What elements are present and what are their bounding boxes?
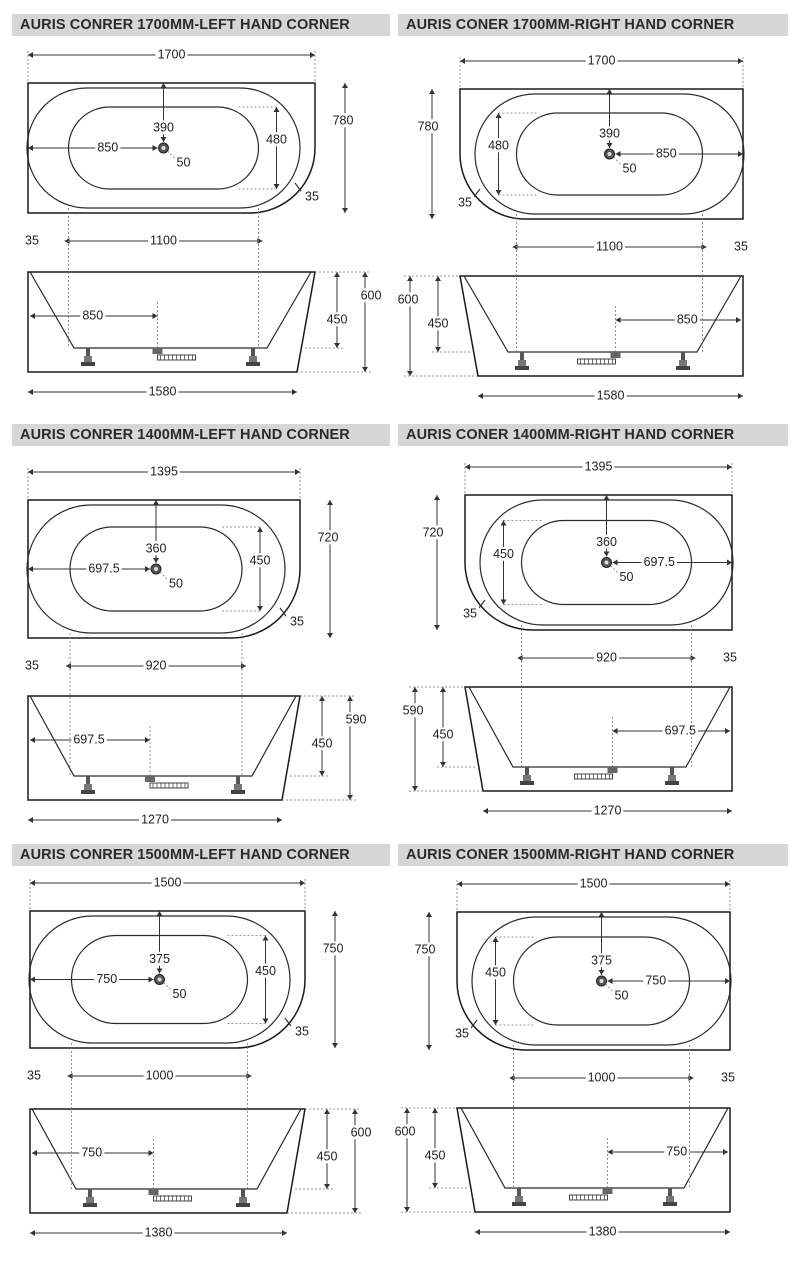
dim-basin-height-label: 450 <box>249 553 271 568</box>
dim-inner-width-label: 1100 <box>596 239 623 254</box>
waste-icon-trap <box>149 1189 159 1195</box>
foot-icon-base <box>520 781 534 785</box>
foot-icon-body <box>523 775 531 781</box>
dim-wall-label: 35 <box>25 658 39 673</box>
dim-radius-label: 35 <box>295 1024 309 1039</box>
foot-icon-stem <box>241 1189 245 1197</box>
dim-side-height-line-head-a <box>362 272 368 277</box>
dim-height-line-head-a <box>332 911 338 916</box>
waste-icon-trap <box>153 348 163 354</box>
dim-basin-depth-line-head-a <box>319 696 325 701</box>
dim-base-line-head-a <box>30 1230 35 1236</box>
waste-icon-trap <box>608 767 618 773</box>
foot-icon-body <box>84 356 92 362</box>
dim-width-line-head-b <box>300 880 305 886</box>
dim-width-line-head-a <box>465 464 470 470</box>
dim-basin-depth-label: 450 <box>326 312 348 327</box>
foot-icon-base <box>236 1203 250 1207</box>
foot-icon-body <box>249 356 257 362</box>
dim-drain-offset-label: 697.5 <box>73 732 105 747</box>
dim-width-line-head-a <box>457 881 462 887</box>
foot-icon-base <box>515 366 529 370</box>
drain-center-icon <box>154 567 158 571</box>
dim-width-line-head-a <box>460 58 465 64</box>
foot-icon-stem <box>86 776 90 784</box>
dim-base-line-head-a <box>28 817 33 823</box>
dim-base-label: 1270 <box>593 803 622 818</box>
dim-side-height-line-head-a <box>347 696 353 701</box>
dim-width-line-head-b <box>727 464 732 470</box>
dim-side-height-line-head-a <box>352 1109 358 1114</box>
foot-icon-stem <box>88 1189 92 1197</box>
dim-side-height-line-head-a <box>404 1108 410 1113</box>
dim-height-label: 780 <box>332 113 354 128</box>
foot-icon-body <box>84 784 92 790</box>
foot-icon-base <box>81 790 95 794</box>
dim-basin-depth-line-head-a <box>440 687 446 692</box>
dim-side-height-label: 590 <box>345 712 367 727</box>
section-title: AURIS CONER 1400MM-RIGHT HAND CORNER <box>406 427 735 443</box>
waste-icon-trap <box>603 1188 613 1194</box>
dim-basin-depth-label: 450 <box>432 727 454 742</box>
dim-side-height-line-head-b <box>352 1208 358 1213</box>
section-header-1700-right <box>398 14 788 36</box>
dim-side-height-label: 600 <box>394 1124 416 1139</box>
dim-basin-depth-line-head-b <box>432 1183 438 1188</box>
dim-base-label: 1380 <box>588 1224 617 1239</box>
dim-inner-width-label: 1100 <box>150 233 177 248</box>
drain-center-icon <box>158 978 162 982</box>
section-title: AURIS CONRER 1400MM-LEFT HAND CORNER <box>20 427 350 443</box>
dim-base-label: 1580 <box>148 384 177 399</box>
section-header-1700-left <box>12 14 390 36</box>
section-header-1500-right <box>398 844 788 866</box>
dim-drain-label: 50 <box>614 988 629 1003</box>
dim-base-line-head-a <box>483 808 488 814</box>
foot-icon-base <box>665 781 679 785</box>
dim-basin-height-label: 480 <box>488 138 509 153</box>
dim-height-line-head-b <box>426 1045 432 1050</box>
dim-inner-width-label: 920 <box>596 650 617 665</box>
dim-height-line-head-b <box>327 633 333 638</box>
foot-icon-base <box>231 790 245 794</box>
dim-height-line-head-a <box>434 495 440 500</box>
dim-width-line-head-b <box>310 52 315 58</box>
dim-width-line-head-b <box>725 881 730 887</box>
section-header-1400-left <box>12 424 390 446</box>
foot-icon-body <box>668 775 676 781</box>
dim-radius-label: 35 <box>458 195 472 210</box>
dim-center-offset-label: 750 <box>645 973 667 988</box>
dim-center-offset-label: 850 <box>97 140 119 155</box>
dim-side-height-line-head-b <box>347 795 353 800</box>
dim-width-label: 1500 <box>153 875 182 890</box>
foot-icon-base <box>676 366 690 370</box>
dim-basin-depth-line-head-b <box>324 1184 330 1189</box>
dim-base-label: 1580 <box>596 388 625 403</box>
foot-icon-stem <box>86 348 90 356</box>
dim-base-line-head-a <box>478 393 483 399</box>
dim-basin-height-label: 450 <box>255 963 276 978</box>
drain-center-icon <box>600 979 604 983</box>
tub-diagram-1700-left <box>0 40 400 415</box>
dim-height-line-head-b <box>342 208 348 213</box>
dim-wall-label: 35 <box>723 650 737 665</box>
dim-height-line-head-a <box>429 89 435 94</box>
foot-icon-stem <box>681 352 685 360</box>
dim-wall-label: 35 <box>25 233 39 248</box>
dim-base-line-head-b <box>292 389 297 395</box>
dim-basin-depth-line-head-b <box>334 343 340 348</box>
dim-drain-offset-label: 697.5 <box>664 723 696 738</box>
dim-basin-depth-line-head-b <box>319 771 325 776</box>
dim-radius-label: 35 <box>463 606 477 621</box>
dim-wall-label: 35 <box>734 239 748 254</box>
dim-basin-height-label: 450 <box>493 546 514 561</box>
foot-icon-base <box>512 1202 526 1206</box>
section-header-1500-left <box>12 844 390 866</box>
foot-icon-stem <box>668 1188 672 1196</box>
foot-icon-body <box>234 784 242 790</box>
foot-icon-stem <box>525 767 529 775</box>
foot-icon-stem <box>520 352 524 360</box>
dim-radius-label: 35 <box>455 1026 469 1041</box>
dim-width-line-head-a <box>28 52 33 58</box>
drain-center-icon <box>162 146 166 150</box>
dim-height-line-head-b <box>429 214 435 219</box>
dim-center-offset-label: 850 <box>655 146 677 161</box>
dim-base-line-head-b <box>282 1230 287 1236</box>
dim-width-line-head-b <box>738 58 743 64</box>
dim-inner-width-label: 1000 <box>145 1068 174 1083</box>
dim-radius-label: 35 <box>305 189 319 204</box>
section-header-1400-right <box>398 424 788 446</box>
dim-side-height-label: 600 <box>397 292 419 307</box>
foot-icon-body <box>666 1196 674 1202</box>
dim-basin-height-label: 480 <box>266 132 287 147</box>
dim-base-line-head-b <box>727 808 732 814</box>
foot-icon-body <box>239 1197 247 1203</box>
dim-side-height-line-head-a <box>412 687 418 692</box>
dim-basin-depth-line-head-a <box>432 1108 438 1113</box>
dim-side-height-label: 600 <box>360 288 382 303</box>
section-title: AURIS CONRER 1700MM-LEFT HAND CORNER <box>20 17 350 33</box>
dim-drain-label: 50 <box>176 155 191 170</box>
foot-icon-stem <box>670 767 674 775</box>
foot-icon-body <box>515 1196 523 1202</box>
dim-width-line-head-b <box>295 469 300 475</box>
dim-width-line-head-a <box>28 469 33 475</box>
dim-center-offset-label: 697.5 <box>643 554 675 569</box>
dim-base-line-head-b <box>738 393 743 399</box>
section-title: AURIS CONRER 1500MM-LEFT HAND CORNER <box>20 847 350 863</box>
dim-drain-label: 50 <box>619 569 634 584</box>
dim-center-y-label: 360 <box>596 534 617 549</box>
dim-center-y-label: 360 <box>145 541 167 556</box>
dim-basin-depth-line-head-b <box>440 762 446 767</box>
dim-wall-label: 35 <box>721 1070 735 1085</box>
dim-basin-depth-line-head-b <box>435 347 441 352</box>
dim-base-label: 1380 <box>144 1225 173 1240</box>
dim-inner-width-label: 920 <box>145 658 167 673</box>
dim-height-label: 780 <box>417 119 439 134</box>
foot-icon-stem <box>236 776 240 784</box>
dim-inner-width-label: 1000 <box>587 1070 616 1085</box>
dim-basin-depth-line-head-a <box>324 1109 330 1114</box>
dim-drain-offset-label: 850 <box>676 312 698 327</box>
dim-height-line-head-a <box>327 500 333 505</box>
dim-width-line-head-a <box>30 880 35 886</box>
dim-center-y-label: 375 <box>591 953 612 968</box>
dim-height-label: 750 <box>414 942 436 957</box>
tub-diagram-1700-right <box>397 40 800 415</box>
dim-width-label: 1395 <box>150 464 178 479</box>
dim-width-label: 1700 <box>587 53 616 68</box>
foot-icon-base <box>246 362 260 366</box>
dim-side-height-line-head-a <box>407 276 413 281</box>
dim-base-line-head-b <box>277 817 282 823</box>
dim-width-label: 1700 <box>157 47 186 62</box>
tub-diagram-1500-right <box>394 870 800 1255</box>
dim-drain-offset-label: 750 <box>666 1144 688 1159</box>
dim-base-line-head-b <box>725 1229 730 1235</box>
dim-height-label: 720 <box>422 525 444 540</box>
dim-side-height-line-head-b <box>412 786 418 791</box>
dim-center-y-label: 390 <box>599 126 620 141</box>
dim-height-line-head-a <box>426 912 432 917</box>
section-title: AURIS CONER 1700MM-RIGHT HAND CORNER <box>406 17 735 33</box>
dim-side-height-line-head-b <box>407 371 413 376</box>
dim-base-line-head-a <box>28 389 33 395</box>
dim-center-y-label: 375 <box>149 951 170 966</box>
dim-base-label: 1270 <box>141 812 169 827</box>
dim-basin-depth-line-head-a <box>334 272 340 277</box>
dim-side-height-line-head-b <box>362 367 368 372</box>
dim-drain-label: 50 <box>169 576 183 591</box>
dim-drain-offset-label: 750 <box>81 1145 103 1160</box>
waste-icon-trap <box>611 352 621 358</box>
foot-icon-body <box>86 1197 94 1203</box>
drain-center-icon <box>608 152 612 156</box>
dim-width-label: 1395 <box>584 459 613 474</box>
dim-drain-offset-label: 850 <box>82 308 104 323</box>
tub-diagram-1500-left <box>0 870 400 1255</box>
foot-icon-body <box>679 360 687 366</box>
dim-height-label: 750 <box>322 941 344 956</box>
tub-diagram-1400-right <box>400 450 800 835</box>
section-title: AURIS CONER 1500MM-RIGHT HAND CORNER <box>406 847 735 863</box>
dim-side-height-line-head-b <box>404 1207 410 1212</box>
dim-basin-depth-label: 450 <box>427 316 449 331</box>
dim-center-offset-label: 697.5 <box>88 561 120 576</box>
dim-height-label: 720 <box>317 530 339 545</box>
dim-basin-depth-label: 450 <box>316 1149 338 1164</box>
dim-drain-label: 50 <box>172 986 187 1001</box>
tub-diagram-1400-left <box>0 450 400 835</box>
dim-drain-label: 50 <box>622 161 637 176</box>
dim-basin-depth-label: 450 <box>311 736 333 751</box>
foot-icon-stem <box>251 348 255 356</box>
foot-icon-base <box>81 362 95 366</box>
dim-wall-label: 35 <box>27 1068 41 1083</box>
dim-center-offset-label: 750 <box>96 971 118 986</box>
foot-icon-base <box>663 1202 677 1206</box>
dim-basin-height-label: 450 <box>485 965 506 980</box>
dim-basin-depth-label: 450 <box>424 1148 446 1163</box>
dim-center-y-label: 390 <box>153 120 174 135</box>
drain-center-icon <box>605 561 609 565</box>
dim-height-line-head-a <box>342 83 348 88</box>
dim-height-line-head-b <box>434 625 440 630</box>
dim-basin-depth-line-head-a <box>435 276 441 281</box>
dim-height-line-head-b <box>332 1043 338 1048</box>
foot-icon-stem <box>517 1188 521 1196</box>
foot-icon-body <box>518 360 526 366</box>
foot-icon-base <box>83 1203 97 1207</box>
dim-radius-label: 35 <box>290 614 304 629</box>
dim-side-height-label: 590 <box>402 703 424 718</box>
dim-base-line-head-a <box>475 1229 480 1235</box>
dim-side-height-label: 600 <box>350 1125 372 1140</box>
waste-icon-trap <box>145 776 155 782</box>
dim-width-label: 1500 <box>579 876 608 891</box>
